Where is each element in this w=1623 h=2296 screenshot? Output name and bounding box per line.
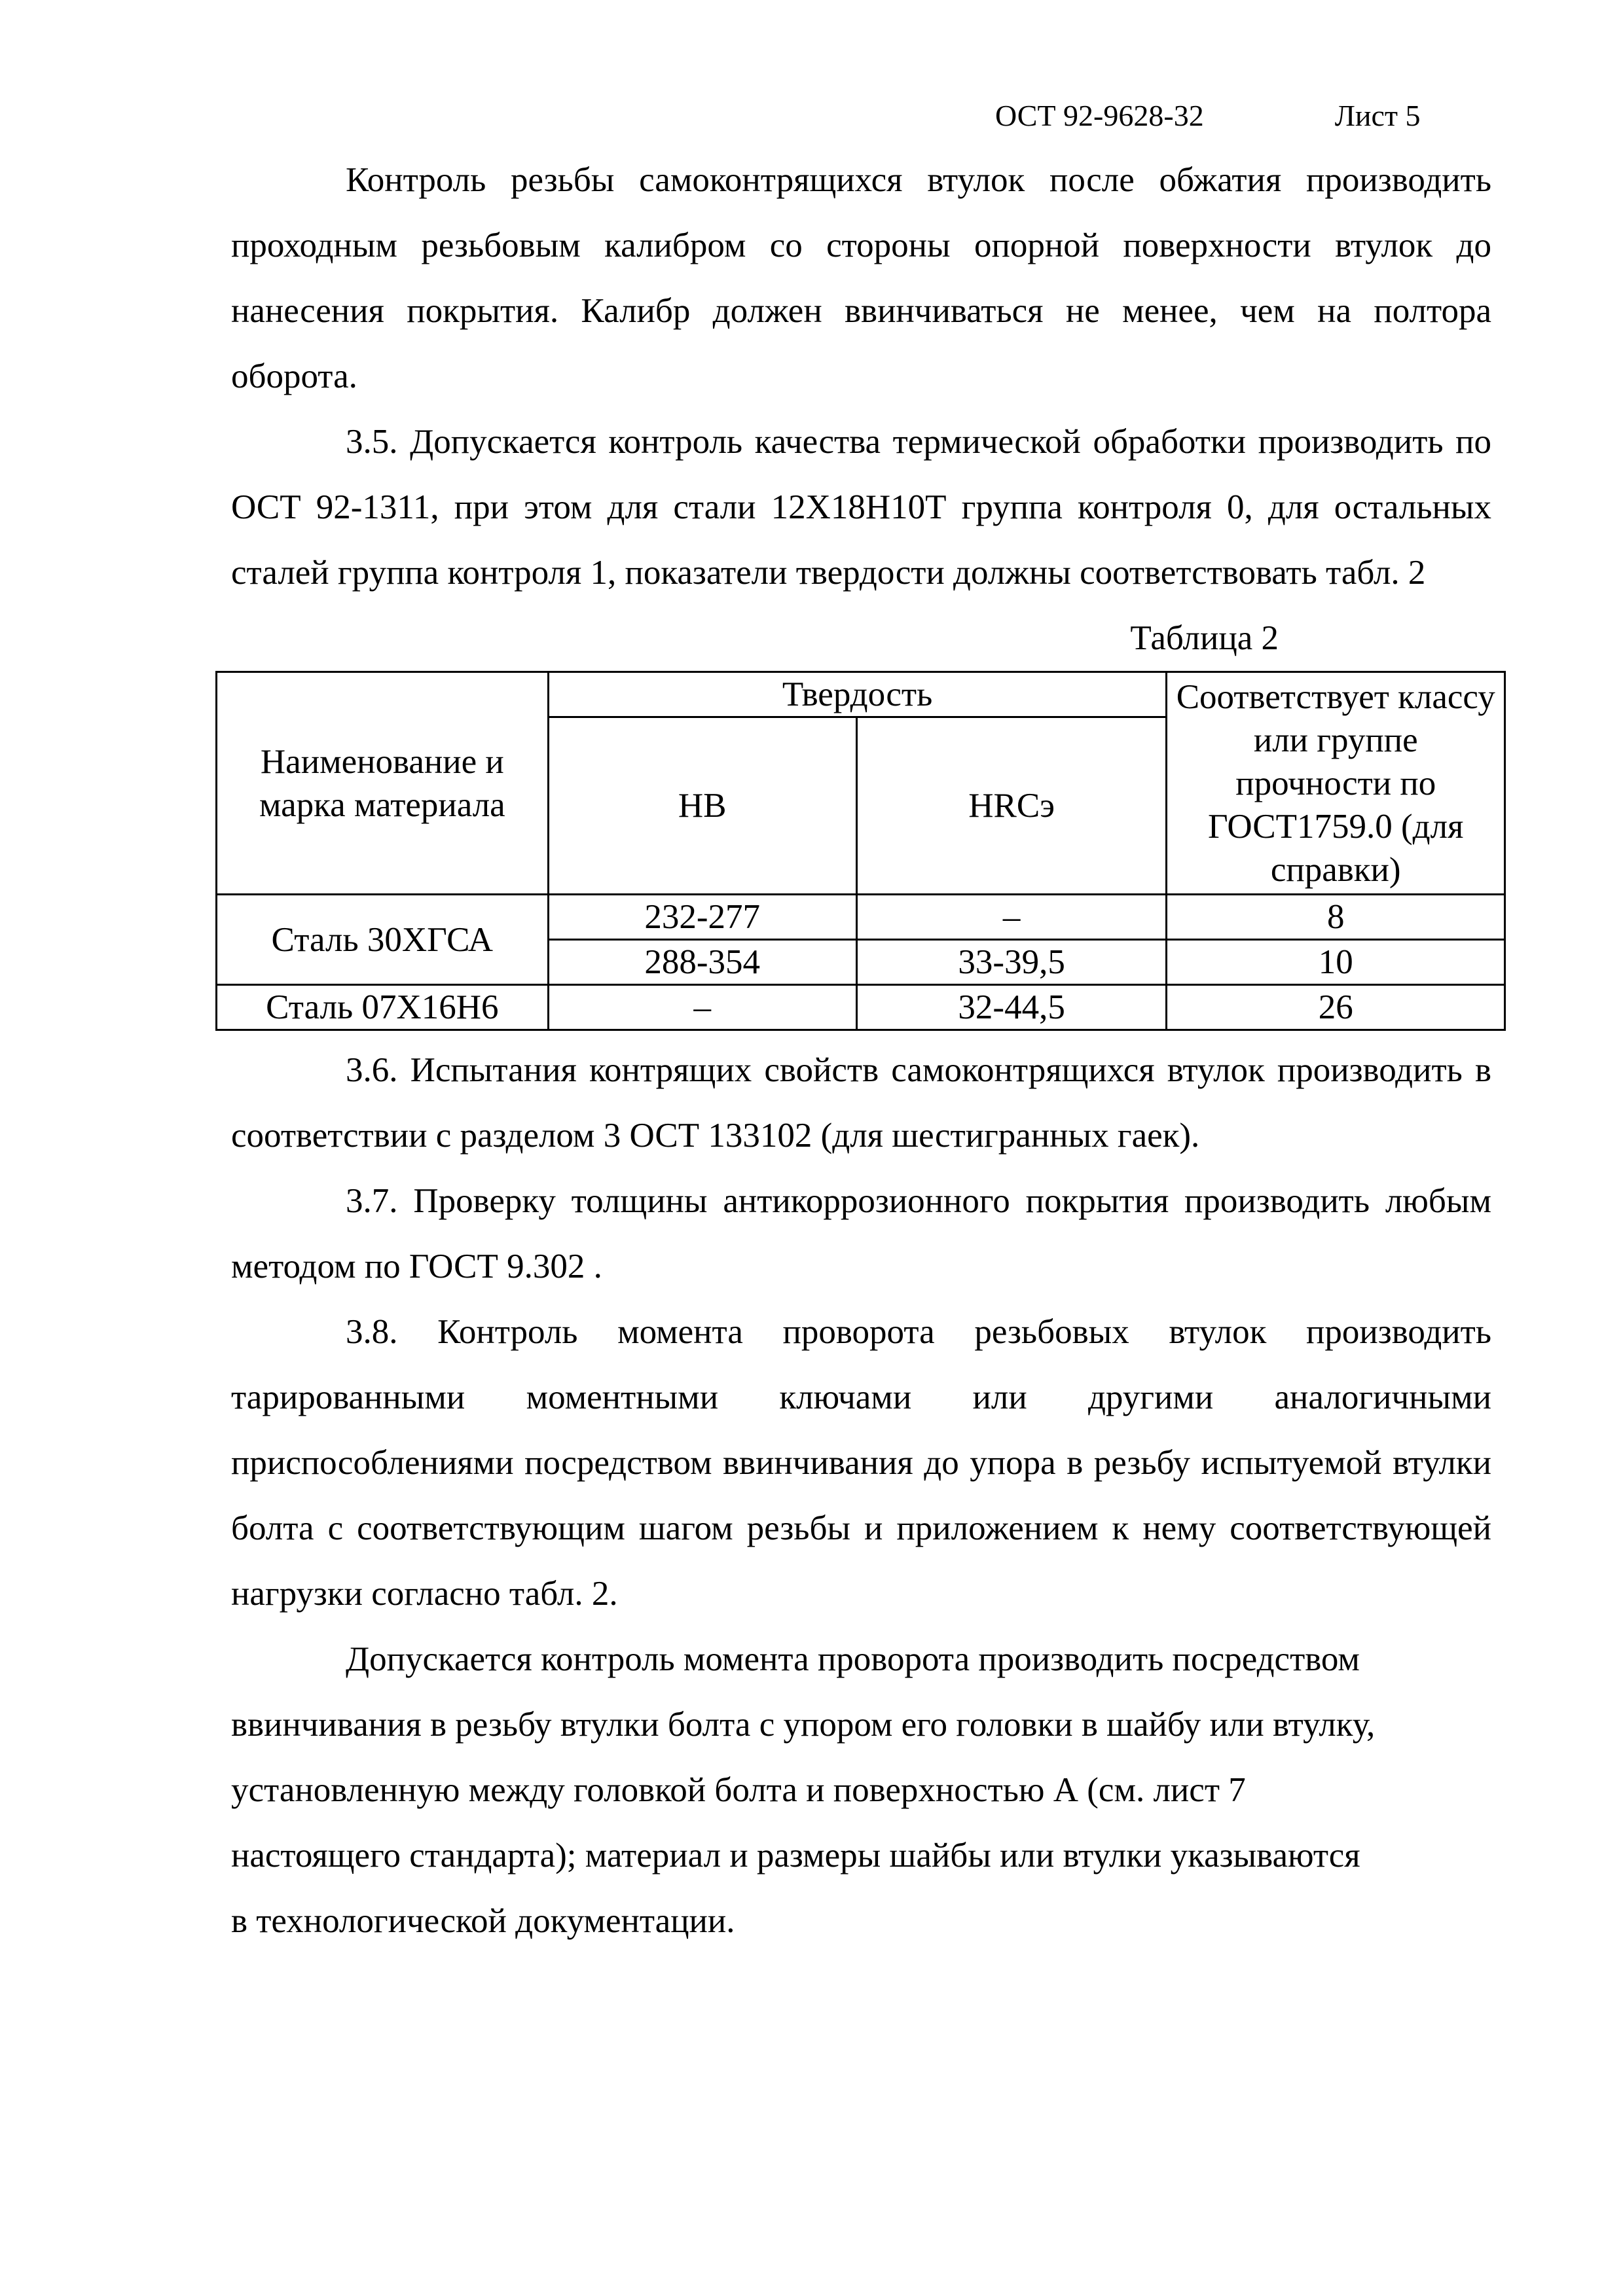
paragraph-3-7: 3.7. Проверку толщины антикоррозионного покрытия производить любым методом по ГОСТ 9.302 . [231,1182,1491,1285]
cell-hrc: – [856,895,1167,940]
paragraph-thread-control: Контроль резьбы самоконтрящихся втулок после обжатия производить проходным резьбовым калибром со стороны опорной поверхности втулок до нанесения покрытия. Калибр должен ввинчиваться не менее, чем на полтора оборота. [231,161,1491,395]
paragraph-3-8: 3.8. Контроль момента проворота резьбовых втулок производить тарированными моментными ключами или другими аналогичными приспособлениями посредством ввинчивания до упора в резьбу испытуемой втулки болта с соответствующим шагом резьбы и приложением к нему соответствующей нагрузки согласно табл. 2. [231,1313,1491,1613]
paragraph-line: настоящего стандарта); материал и размеры шайбы или втулки указываются [231,1837,1360,1874]
cell-class: 26 [1167,985,1505,1030]
sheet-number: Лист 5 [1334,99,1421,132]
header-strength-class: Соответствует классу или группе прочности по ГОСТ1759.0 (для справки) [1167,672,1505,895]
document-number: ОСТ 92-9628-32 [995,99,1204,132]
document-body [231,147,1495,1954]
cell-hb: – [548,985,856,1030]
table-header-row [217,672,1505,717]
table-row [217,985,1505,1030]
cell-hb: 288-354 [548,940,856,985]
hardness-table [215,671,1506,1031]
header-hrc: HRCэ [856,717,1167,895]
paragraph-line: установленную между головкой болта и поверхностью А (см. лист 7 [231,1771,1246,1809]
cell-hb: 232-277 [548,895,856,940]
cell-material: Сталь 07Х16Н6 [217,985,549,1030]
paragraph-line: в технологической документации. [231,1902,735,1940]
header-hb: НВ [548,717,856,895]
paragraph-alternative-control [231,1626,1491,1954]
header-material: Наименование и марка материала [217,672,549,895]
cell-class: 10 [1167,940,1505,985]
header-hardness: Твердость [548,672,1167,717]
paragraph-3-5: 3.5. Допускается контроль качества термической обработки производить по ОСТ 92-1311, при этом для стали 12Х18Н10Т группа контроля 0, для остальных сталей группа контроля 1, показатели твердости должны соответствовать табл. 2 [231,423,1491,592]
cell-hrc: 33-39,5 [856,940,1167,985]
cell-material: Сталь 30ХГСА [217,895,549,985]
cell-class: 8 [1167,895,1505,940]
document-header [995,98,1421,133]
paragraph-line: ввинчивания в резьбу втулки болта с упором его головки в шайбу или втулку, [231,1706,1376,1744]
table-caption: Таблица 2 [1130,619,1279,657]
paragraph-line: Допускается контроль момента проворота производить посредством [346,1640,1360,1678]
table-row [217,895,1505,940]
cell-hrc: 32-44,5 [856,985,1167,1030]
paragraph-3-6: 3.6. Испытания контрящих свойств самоконтрящихся втулок производить в соответствии с разделом 3 ОСТ 133102 (для шестигранных гаек). [231,1051,1491,1155]
